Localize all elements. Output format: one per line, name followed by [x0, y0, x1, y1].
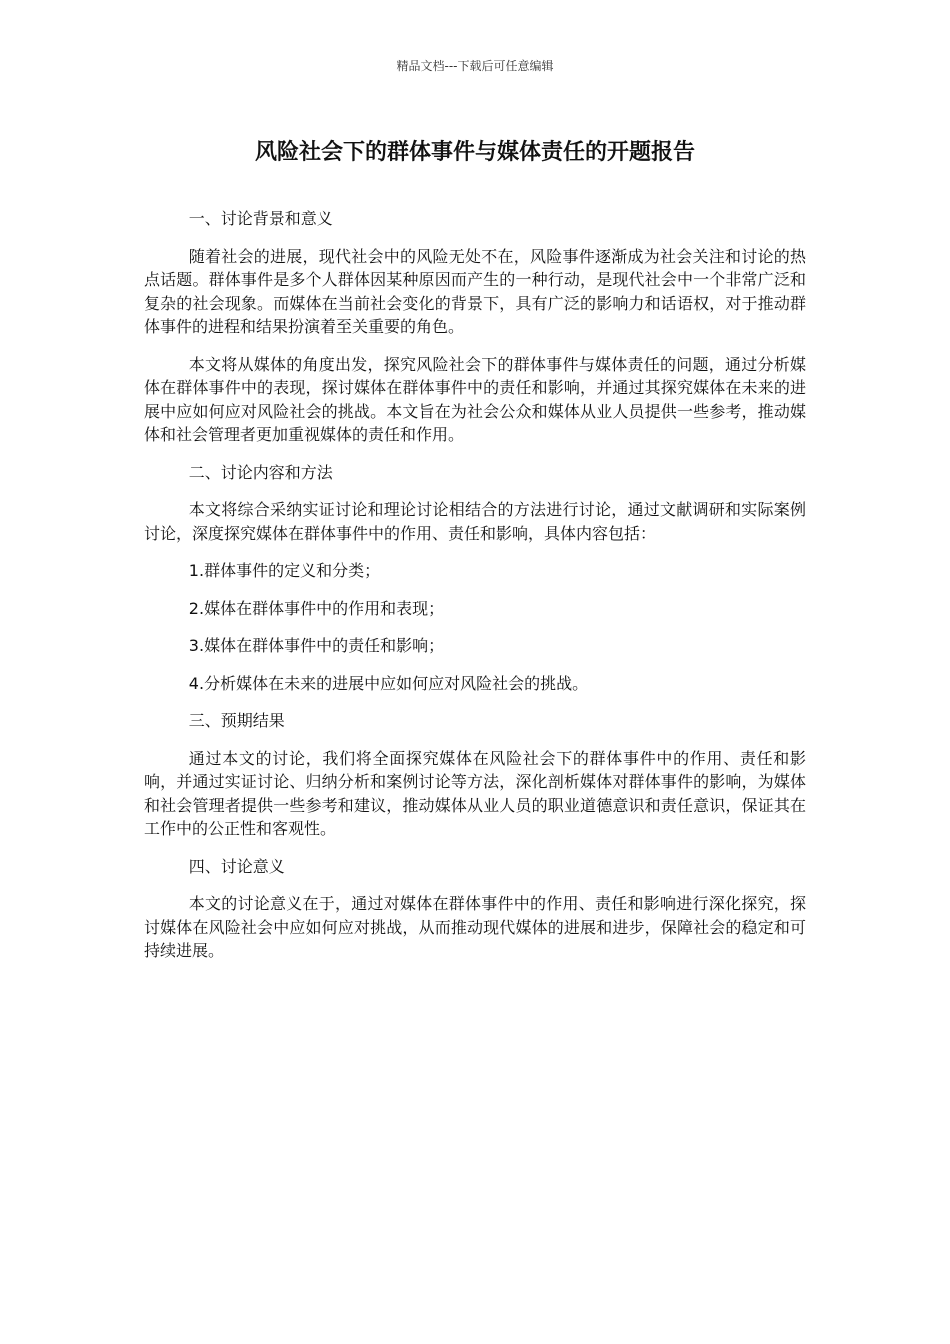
list-item: 3.媒体在群体事件中的责任和影响；: [188, 636, 445, 655]
document-body: [144, 207, 806, 977]
paragraph: 通过本文的讨论，我们将全面探究媒体在风险社会下的群体事件中的作用、责任和影响，并通过实证讨论、归纳分析和案例讨论等方法，深化剖析媒体对群体事件的影响，为媒体和社会管理者提供一些参考和建议，推动媒体从业人员的职业道德意识和责任意识，保证其在工作中的公正性和客观性。: [144, 748, 806, 838]
paragraph: 本文将综合采纳实证讨论和理论讨论相结合的方法进行讨论，通过文献调研和实际案例讨论，深度探究媒体在群体事件中的作用、责任和影响，具体内容包括：: [144, 500, 806, 543]
list-item: 2.媒体在群体事件中的作用和表现；: [188, 598, 445, 618]
section-heading: 一、讨论背景和意义: [188, 209, 333, 228]
paragraph: 随着社会的进展，现代社会中的风险无处不在，风险事件逐渐成为社会关注和讨论的热点话题。群体事件是多个人群体因某种原因而产生的一种行动，是现代社会中一个非常广泛和复杂的社会现象。而媒体在当前社会变化的背景下，具有广泛的影响力和话语权，对于推动群体事件的进程和结果扮演着至关重要的角色。: [144, 246, 806, 336]
header-note: 精品文档---下载后可任意编辑: [396, 59, 554, 73]
section-heading: 四、讨论意义: [188, 856, 285, 876]
paragraph: 本文的讨论意义在于，通过对媒体在群体事件中的作用、责任和影响进行深化探究，探讨媒体在风险社会中应如何应对挑战，从而推动现代媒体的进展和进步，保障社会的稳定和可持续进展。: [144, 894, 806, 960]
paragraph: 本文将从媒体的角度出发，探究风险社会下的群体事件与媒体责任的问题，通过分析媒体在群体事件中的表现，探讨媒体在群体事件中的责任和影响，并通过其探究媒体在未来的进展中应如何应对风险社会的挑战。本文旨在为社会公众和媒体从业人员提供一些参考，推动媒体和社会管理者更加重视媒体的责任和作用。: [144, 354, 806, 444]
list-item: 1.群体事件的定义和分类；: [188, 561, 381, 580]
document-title: 风险社会下的群体事件与媒体责任的开题报告: [254, 140, 695, 165]
list-item: 4.分析媒体在未来的进展中应如何应对风险社会的挑战。: [188, 673, 589, 693]
section-heading: 二、讨论内容和方法: [188, 462, 333, 482]
section-heading: 三、预期结果: [188, 711, 285, 730]
